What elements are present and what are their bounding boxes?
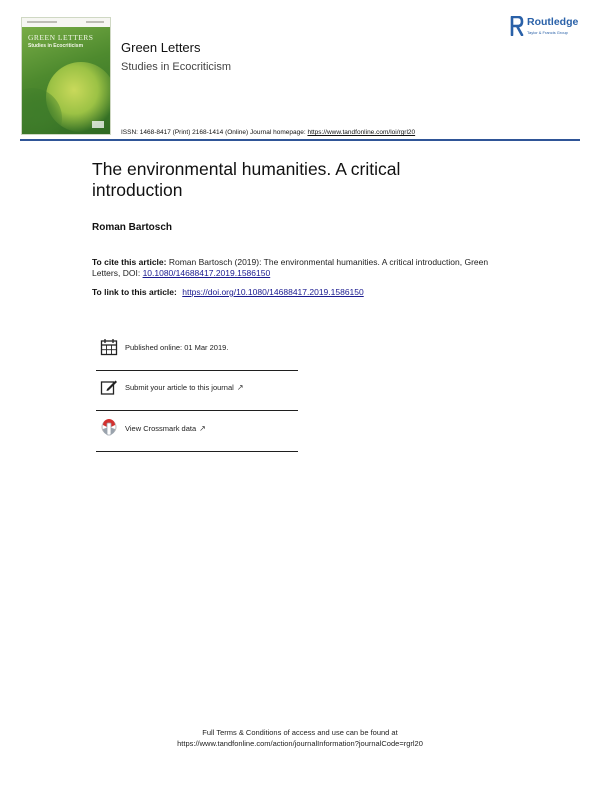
publisher-tagline: Taylor & Francis Group xyxy=(527,30,568,35)
submit-article-text: Submit your article to this journal xyxy=(125,383,234,392)
publisher-name: Routledge xyxy=(527,16,579,28)
header-divider xyxy=(20,139,580,141)
journal-homepage-link[interactable]: https://www.tandfonline.com/loi/rgrl20 xyxy=(307,129,416,136)
crossmark-link[interactable] xyxy=(125,424,206,433)
citation-block xyxy=(92,257,492,279)
crossmark-row[interactable] xyxy=(96,411,298,452)
published-online-row xyxy=(96,330,298,371)
doi-link[interactable]: 10.1080/14688417.2019.1586150 xyxy=(142,268,271,278)
cover-publisher-logo xyxy=(92,121,104,128)
external-link-icon: ↗ xyxy=(236,383,244,392)
cover-subtitle: Studies in Ecocriticism xyxy=(28,43,84,49)
crossmark-external-icon: ↗ xyxy=(199,424,206,433)
cite-text: Roman Bartosch (2019): The environmental humanities. A critical introduction, Green Letters, DOI: xyxy=(92,257,489,278)
submit-article-link[interactable] xyxy=(125,383,244,392)
issn-text: ISSN: 1468-8417 (Print) 2168-1414 (Online) Journal homepage: xyxy=(121,129,306,136)
publisher-logo[interactable] xyxy=(510,15,592,41)
calendar-icon xyxy=(100,338,118,356)
journal-title: Green Letters xyxy=(121,40,201,55)
routledge-logo-icon xyxy=(510,16,524,36)
link-label: To link to this article: xyxy=(92,287,177,297)
terms-footer xyxy=(0,727,600,749)
cover-top-strip xyxy=(22,18,110,27)
article-author: Roman Bartosch xyxy=(92,222,173,233)
cover-title: GREEN LETTERS xyxy=(28,33,94,42)
edit-pencil-icon xyxy=(100,378,118,396)
issn-line xyxy=(121,129,415,136)
article-link-block xyxy=(92,287,512,297)
published-online-text: Published online: 01 Mar 2019. xyxy=(125,343,229,352)
article-title: The environmental humanities. A critical introduction xyxy=(92,159,401,200)
journal-subtitle: Studies in Ecocriticism xyxy=(121,61,232,73)
terms-url-link[interactable]: https://www.tandfonline.com/action/journalInformation?journalCode=rgrl20 xyxy=(177,739,423,748)
cite-label: To cite this article: xyxy=(92,257,167,267)
crossmark-text: View Crossmark data xyxy=(125,424,197,433)
terms-text: Full Terms & Conditions of access and use can be found at xyxy=(202,728,398,737)
article-url-link[interactable]: https://doi.org/10.1080/14688417.2019.1586150 xyxy=(182,287,364,297)
journal-cover-image xyxy=(22,18,110,134)
crossmark-icon xyxy=(100,419,118,437)
submit-article-row[interactable] xyxy=(96,370,298,411)
